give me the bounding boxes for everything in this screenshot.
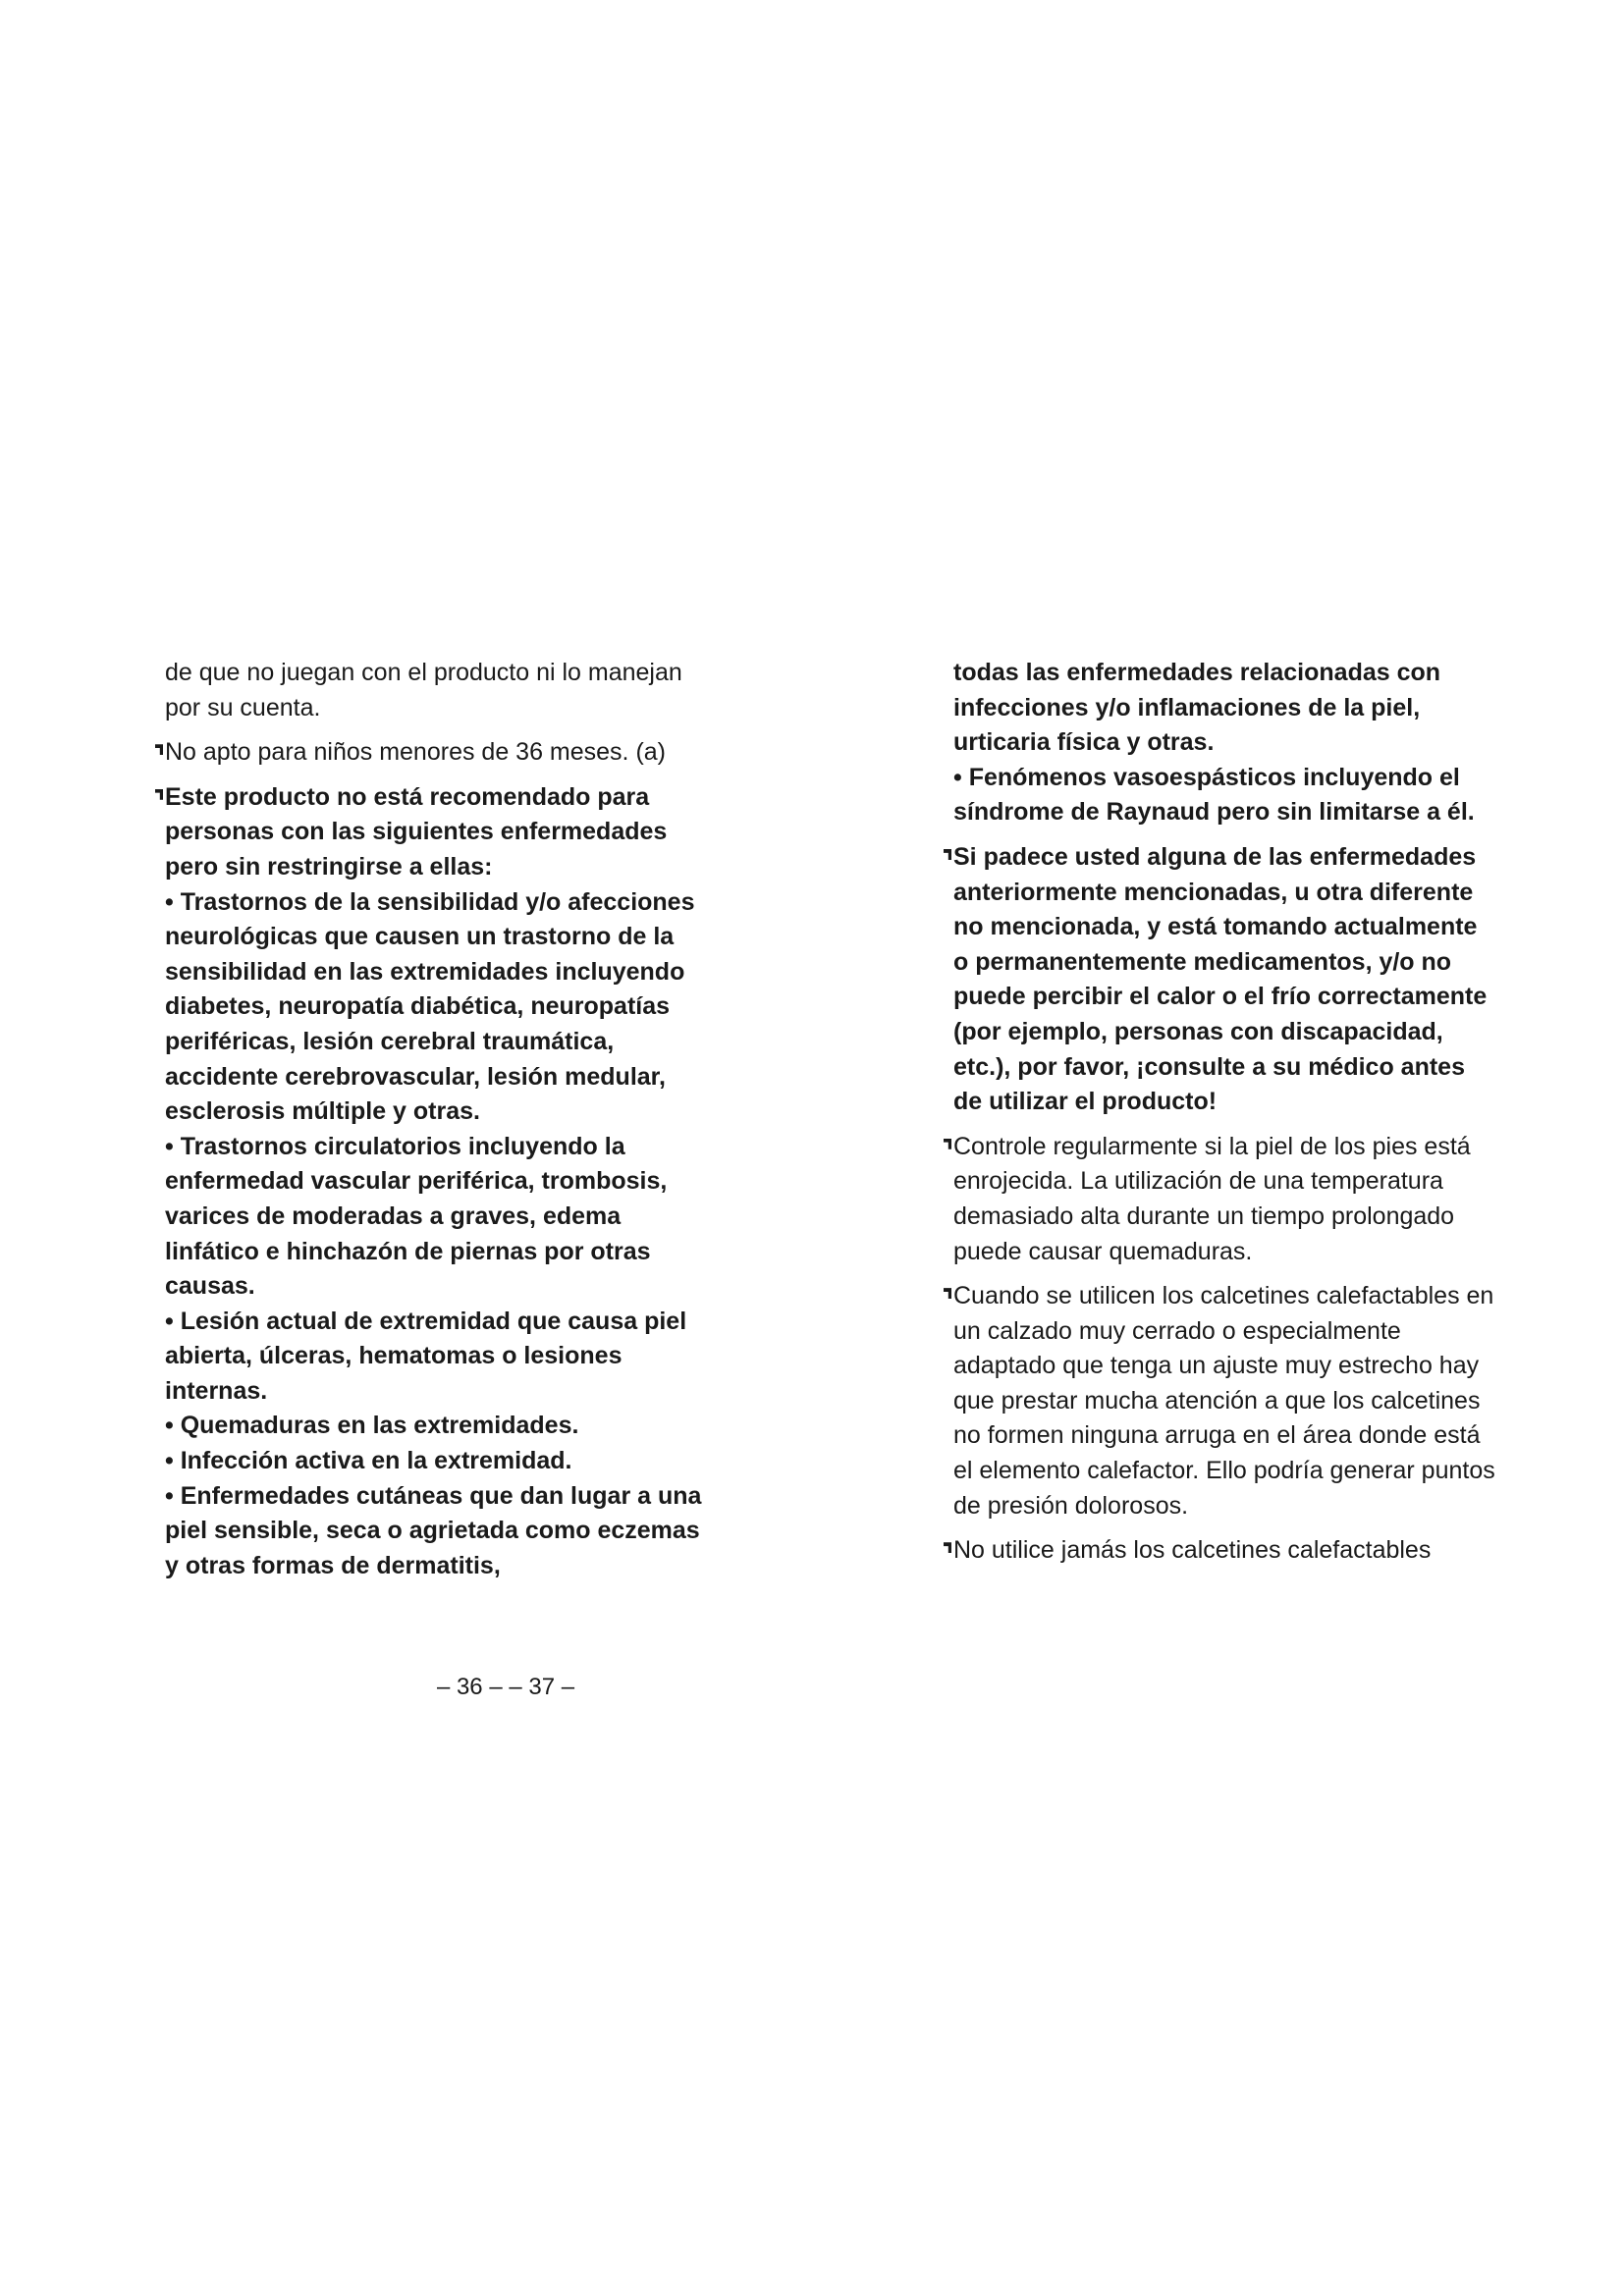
paragraph-consult-doctor [946,840,1495,1120]
paragraph-age-warning [157,735,707,771]
list-item: • Quemaduras en las extremidades. [165,1412,579,1440]
page-numbers: – 36 – – 37 – [436,1674,575,1700]
paragraph-text: No apto para niños menores de 36 meses. (a) [165,738,666,767]
corner-bullet-icon [944,1139,951,1149]
list-item: • Enfermedades cutáneas que dan lugar a una piel sensible, seca o agrietada como eczemas y otras formas de dermatitis, [165,1481,702,1579]
paragraph-text: No utilice jamás los calcetines calefactables [953,1536,1432,1565]
paragraph-check-skin [946,1130,1495,1269]
paragraph-text: todas las enfermedades relacionadas con infecciones y/o inflamaciones de la piel, urticaria física y otras. [953,659,1441,757]
paragraph-intro: Este producto no está recomendado para personas con las siguientes enfermedades pero sin restringirse a ellas: [165,782,668,881]
paragraph-never-use [946,1533,1495,1569]
corner-bullet-icon [944,849,951,860]
paragraph-continuation [157,656,707,725]
right-column [946,656,1495,1578]
corner-bullet-icon [155,744,163,755]
list-item: • Lesión actual de extremidad que causa piel abierta, úlceras, hematomas o lesiones internas. [165,1307,687,1405]
paragraph-text: Si padece usted alguna de las enfermedades anteriormente mencionadas, u otra diferente no mencionada, y está tomando actualmente o permanentemente medicamentos, y/o no puede percibir el calor o el frío correctamente (por ejemplo, personas con discapacidad, etc.), por favor, ¡consulte a su médico antes de utilizar el producto! [953,842,1488,1116]
corner-bullet-icon [944,1542,951,1553]
corner-bullet-icon [944,1288,951,1299]
paragraph-continuation [946,656,1495,830]
left-column [157,656,707,1593]
corner-bullet-icon [155,789,163,800]
list-item: • Infección activa en la extremidad. [165,1447,572,1475]
paragraph-text: de que no juegan con el producto ni lo manejan por su cuenta. [165,659,682,721]
paragraph-text: Cuando se utilicen los calcetines calefactables en un calzado muy cerrado o especialmente adaptado que tenga un ajuste muy estrecho hay que prestar mucha atención a que los calcetines no formen ninguna arruga en el área donde está el elemento calefactor. Ello podría generar puntos de presión dolorosos. [953,1282,1495,1520]
paragraph-health-warning [157,780,707,1584]
list-item: • Trastornos circulatorios incluyendo la enfermedad vascular periférica, trombosis, varices de moderadas a graves, edema linfático e hinchazón de piernas por otras causas. [165,1132,668,1301]
paragraph-text: Controle regularmente si la piel de los pies está enrojecida. La utilización de una temperatura demasiado alta durante un tiempo prolongado puede causar quemaduras. [953,1132,1471,1265]
paragraph-footwear [946,1279,1495,1523]
list-item: • Fenómenos vasoespásticos incluyendo el síndrome de Raynaud pero sin limitarse a él. [953,763,1475,827]
list-item: • Trastornos de la sensibilidad y/o afecciones neurológicas que causen un trastorno de la sensibilidad en las extremidades incluyendo diabetes, neuropatía diabética, neuropatías periféricas, lesión cerebral traumática, accidente cerebrovascular, lesión medular, esclerosis múltiple y otras. [165,887,695,1126]
